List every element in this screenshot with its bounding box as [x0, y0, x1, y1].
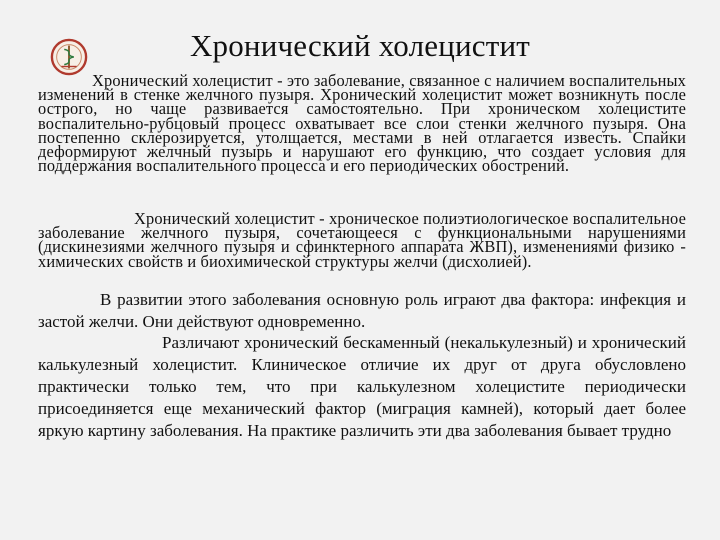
paragraph-factors: В развитии этого заболевания основную роль играют два фактора: инфекция и застой желчи. Они действуют одновременно. — [38, 290, 686, 331]
page-title: Хронический холецистит — [189, 28, 531, 63]
paragraph-types: Различают хронический бескаменный (некалькулезный) и хронический калькулезный холецистит. Клиническое отличие их друг от друга обусловлено практически только тем, что при калькулезном холецистите периодически присоединяется еще механический фактор (миграция камней), который дает более яркую картину заболевания. На практике различить эти два заболевания бывает трудно — [38, 333, 686, 440]
paragraph-definition: Хронический холецистит - это заболевание, связанное с наличием воспалительных изменений в стенке желчного пузыря. Хронический холецистит может возникнуть после острого, но чаще развивается самостоятельно. При хроническом холецистите воспалительно-рубцовый процесс охватывает все слои стенки желчного пузыря. Она постепенно склерозируется, утолщается, местами в ней отлагается известь. Спайки деформируют желчный пузырь и нарушают его функцию, что создает условия для поддержания воспалительного процесса и его периодических обострений. — [38, 71, 686, 176]
paragraph-etiology: Хронический холецистит - хроническое полиэтиологическое воспалительное заболевание желчного пузыря, сочетающееся с функциональными нарушениями (дискинезиями желчного пузыря и сфинктерного аппарата ЖВП), изменениями физико - химических свойств и биохимической структуры желчи (дисхолией). — [38, 209, 686, 271]
